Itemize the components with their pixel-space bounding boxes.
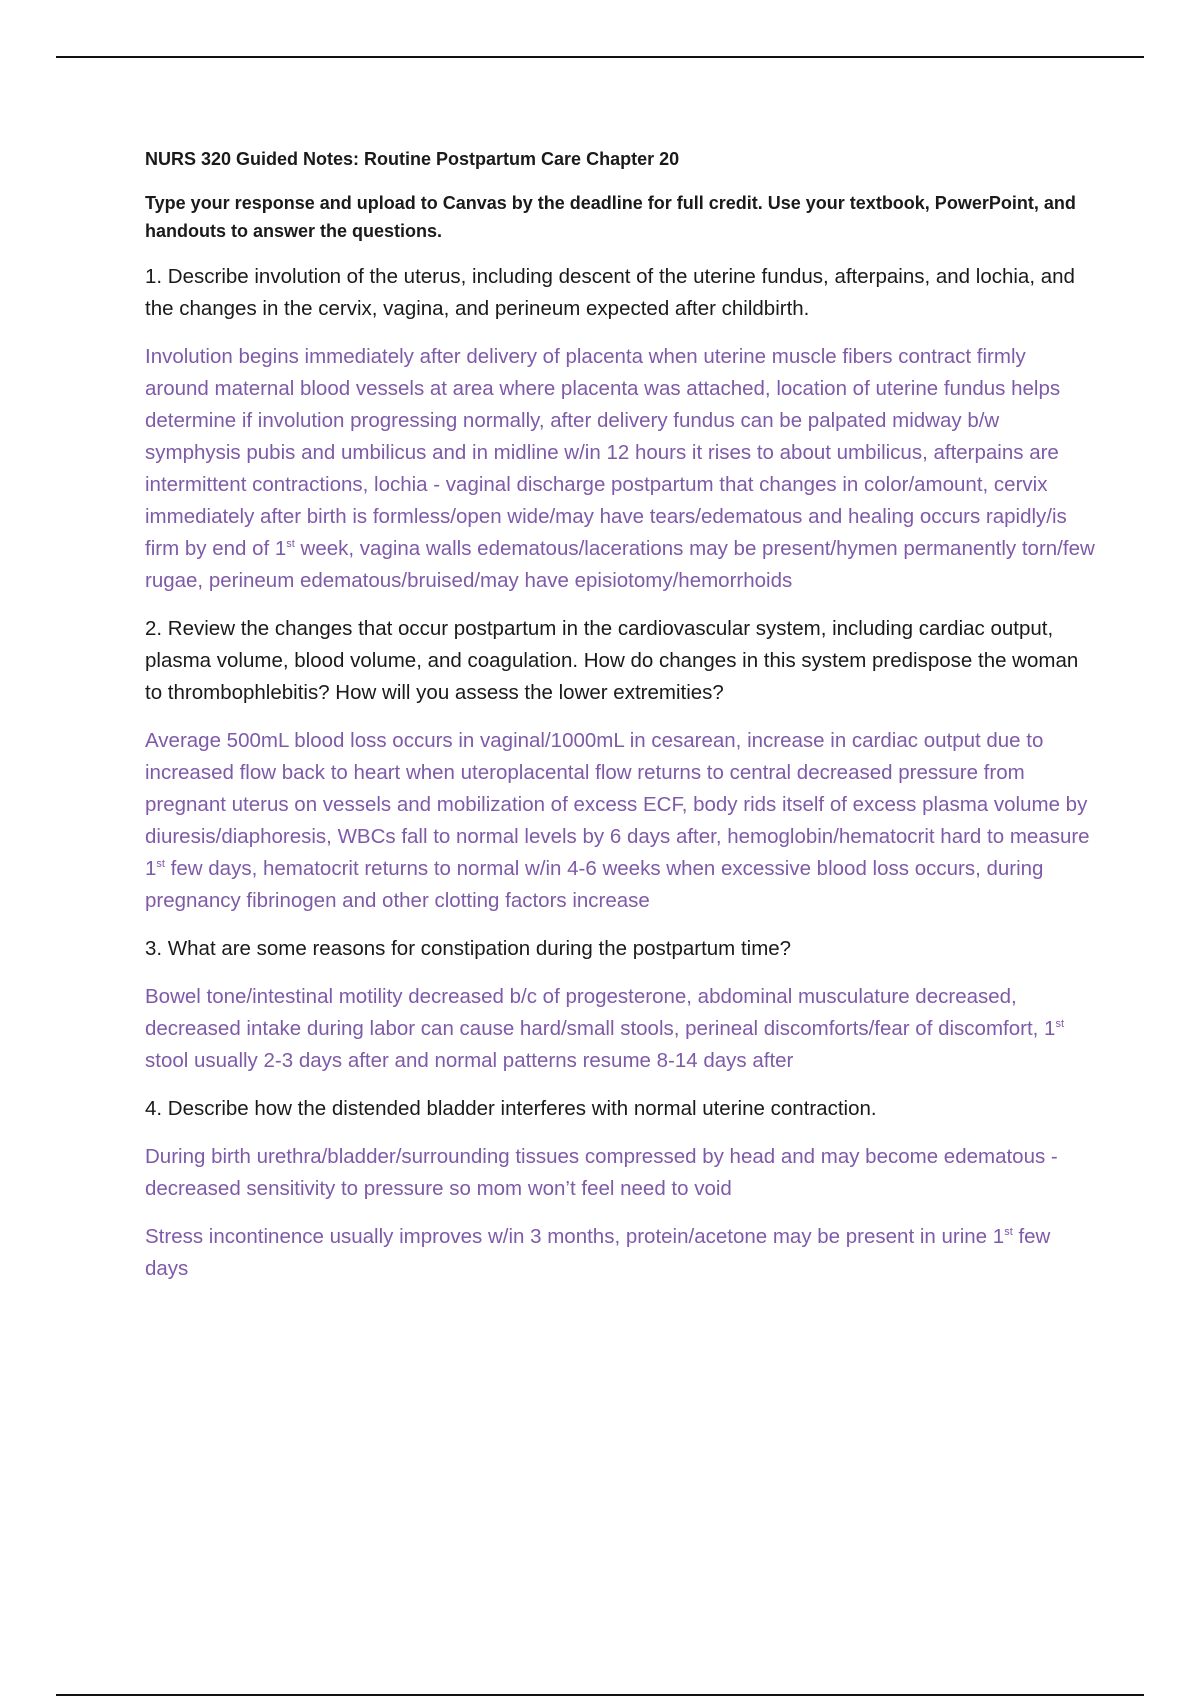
answer-4-paragraph-2 — [145, 1221, 1095, 1285]
answer-2 — [145, 725, 1095, 917]
document-title: NURS 320 Guided Notes: Routine Postpartum Care Chapter 20 — [145, 149, 680, 169]
answer-1-part-a: Involution begins immediately after delivery of placenta when uterine muscle fibers contract firmly around maternal blood vessels at area where placenta was attached, location of uterine fundus helps determine if involution progressing normally, after delivery fundus can be palpated midway b/w symphysis pubis and umbilicus and in midline w/in 12 hours it rises to about umbilicus, afterpains are intermittent contractions, lochia - vaginal discharge postpartum that changes in color/amount, cervix immediately after birth is formless/open wide/may have tears/edematous and healing occurs rapidly/is firm by end of 1 — [145, 345, 1067, 560]
answer-1 — [145, 341, 1095, 597]
answer-2-superscript: st — [156, 858, 165, 871]
answer-2-part-a: Average 500mL blood loss occurs in vaginal/1000mL in cesarean, increase in cardiac output due to increased flow back to heart when uteroplacental flow returns to central decreased pressure from pregnant uterus on vessels and mobilization of excess ECF, body rids itself of excess plasma volume by diuresis/diaphoresis, WBCs fall to normal levels by 6 days after, hemoglobin/hematocrit hard to measure 1 — [145, 729, 1090, 880]
question-2: 2. Review the changes that occur postpartum in the cardiovascular system, including cardiac output, plasma volume, blood volume, and coagulation. How do changes in this system predispose the woman to thrombophlebitis? How will you assess the lower extremities? — [145, 617, 1079, 704]
answer-4-paragraph-1: During birth urethra/bladder/surrounding tissues compressed by head and may become edematous - decreased sensitivity to pressure so mom won’t feel need to void — [145, 1145, 1058, 1200]
answer-3-superscript: st — [1055, 1018, 1064, 1031]
answer-2-part-b: few days, hematocrit returns to normal w/in 4-6 weeks when excessive blood loss occurs, during pregnancy fibrinogen and other clotting factors increase — [145, 857, 1044, 912]
document-instructions: Type your response and upload to Canvas by the deadline for full credit. Use your textbook, PowerPoint, and handouts to answer the questions. — [145, 193, 1076, 241]
bottom-rule — [56, 1694, 1144, 1696]
question-4: 4. Describe how the distended bladder interferes with normal uterine contraction. — [145, 1097, 877, 1120]
answer-3-part-a: Bowel tone/intestinal motility decreased b/c of progesterone, abdominal musculature decreased, decreased intake during labor can cause hard/small stools, perineal discomforts/fear of discomfort, 1 — [145, 985, 1056, 1040]
answer-4-superscript: st — [1004, 1226, 1013, 1239]
answer-4-part-b: few days — [145, 1225, 1051, 1280]
answer-1-part-b: week, vagina walls edematous/lacerations may be present/hymen permanently torn/few rugae, perineum edematous/bruised/may have episiotomy/hemorrhoids — [145, 537, 1095, 592]
top-rule — [56, 56, 1144, 58]
question-3: 3. What are some reasons for constipation during the postpartum time? — [145, 937, 792, 960]
answer-3-part-b: stool usually 2-3 days after and normal patterns resume 8-14 days after — [145, 1049, 794, 1072]
answer-4-part-a: Stress incontinence usually improves w/in 3 months, protein/acetone may be present in urine 1 — [145, 1225, 1005, 1248]
answer-3 — [145, 981, 1095, 1077]
document-body — [145, 145, 1095, 1301]
answer-1-superscript: st — [286, 538, 295, 551]
question-1: 1. Describe involution of the uterus, including descent of the uterine fundus, afterpains, and lochia, and the changes in the cervix, vagina, and perineum expected after childbirth. — [145, 265, 1075, 320]
